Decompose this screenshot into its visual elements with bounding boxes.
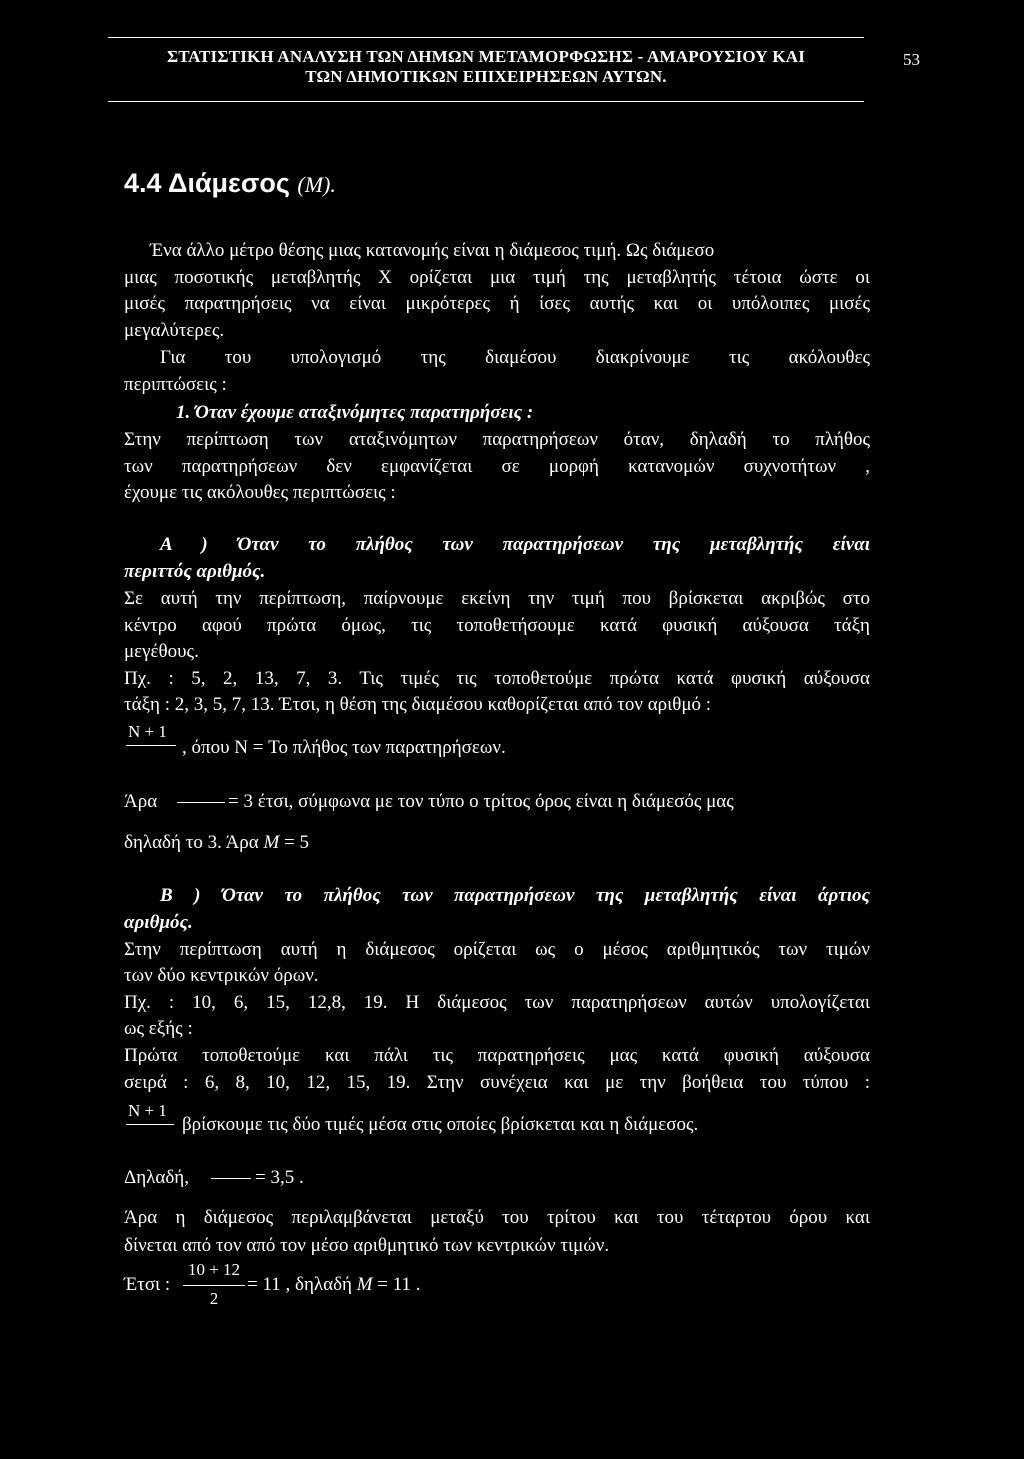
case1-line-1: Στην περίπτωση των αταξινόμητων παρατηρήσεων όταν, δηλαδή το πλήθος [124, 429, 870, 450]
section-title: 4.4 Διάμεσος [124, 168, 290, 198]
header-top-rule [108, 37, 864, 38]
caseA-line-3: μεγέθους. [124, 641, 199, 662]
caseB-line-1: Στην περίπτωση αυτή η διάμεσος ορίζεται ως ο μέσος αριθμητικός των τιμών [124, 939, 870, 960]
caseA-line-4: Πχ. : 5, 2, 13, 7, 3. Τις τιμές τις τοποθετούμε πρώτα κατά φυσική αύξουσα [124, 668, 870, 689]
caseA-fraction-text: , όπου N = Το πλήθος των παρατηρήσεων. [182, 737, 506, 758]
caseB-median-value: = 11 . [377, 1274, 421, 1295]
intro-line-1: Ένα άλλο μέτρο θέσης μιας κατανομής είναι η διάμεσος τιμή. Ως διάμεσο [150, 240, 715, 261]
caseB-etsi-word: Έτσι : [124, 1274, 171, 1295]
caseA-median-symbol: M [263, 832, 280, 853]
caseB-line-5: Πρώτα τοποθετούμε και πάλι τις παρατηρήσεις μας κατά φυσική αύξουσα [124, 1045, 870, 1066]
section-heading [124, 168, 336, 199]
case1-line-3: έχουμε τις ακόλουθες περιπτώσεις : [124, 482, 396, 503]
caseA-ara-fraction-bar [177, 802, 225, 803]
case1-line-2: των παρατηρήσεων δεν εμφανίζεται σε μορφή κατανομών συχνοτήτων , [124, 456, 870, 477]
caseA-conclusion-text: δηλαδή το 3. Άρα [124, 832, 259, 853]
section-symbol: (M). [297, 172, 336, 197]
caseB-heading-1: Β ) Όταν το πλήθος των παρατηρήσεων της μεταβλητής είναι άρτιος [160, 885, 870, 906]
case1-heading: 1. Όταν έχουμε αταξινόμητες παρατηρήσεις : [176, 402, 534, 423]
intro-line-3: μισές παρατηρήσεις να είναι μικρότερες ή ίσες αυτής και οι υπόλοιπες μισές [124, 293, 870, 314]
intro-line-5: Για του υπολογισμό της διαμέσου διακρίνουμε τις ακόλουθες [160, 347, 870, 368]
intro-line-2: μιας ποσοτικής μεταβλητής Χ ορίζεται μια τιμή της μεταβλητής τέτοια ώστε οι [124, 267, 870, 288]
header-bottom-rule [108, 101, 864, 102]
caseA-line-1: Σε αυτή την περίπτωση, παίρνουμε εκείνη την τιμή που βρίσκεται ακριβώς στο [124, 588, 870, 609]
caseA-line-2: κέντρο αφού πρώτα όμως, τις τοποθετήσουμε κατά φυσική αύξουσα τάξη [124, 615, 870, 636]
caseA-fraction-numerator: N + 1 [128, 722, 167, 741]
caseA-ara-text: = 3 έτσι, σύμφωνα με τον τύπο ο τρίτος όρος είναι η διάμεσός μας [228, 791, 734, 812]
caseB-dilady-value: = 3,5 . [255, 1167, 304, 1188]
page-number: 53 [903, 50, 920, 69]
caseB-fraction-text: βρίσκουμε τις δύο τιμές μέσα στις οποίες βρίσκεται και η διάμεσος. [182, 1114, 699, 1135]
caseB-dilady-word: Δηλαδή, [124, 1167, 189, 1188]
caseA-ara-word: Άρα [124, 791, 158, 812]
caseB-etsi-text: = 11 , δηλαδή [247, 1274, 352, 1295]
header-line-2: ΤΩΝ ΔΗΜΟΤΙΚΩΝ ΕΠΙΧΕΙΡΗΣΕΩΝ ΑΥΤΩΝ. [305, 67, 667, 86]
caseA-conclusion [124, 832, 724, 854]
header-line-1: ΣΤΑΤΙΣΤΙΚΗ ΑΝΑΛΥΣΗ ΤΩΝ ΔΗΜΩΝ ΜΕΤΑΜΟΡΦΩΣΗΣ - ΑΜΑΡΟΥΣΙΟΥ ΚΑΙ [166, 47, 806, 66]
intro-line-4: μεγαλύτερες. [124, 320, 225, 341]
caseB-fraction-bar [126, 1124, 174, 1125]
caseB-line-4: ως εξής : [124, 1018, 193, 1039]
caseB-closing-2: δίνεται από τον από τον μέσο αριθμητικό των κεντρικών τιμών. [124, 1235, 610, 1256]
caseA-line-5: τάξη : 2, 3, 5, 7, 13. Έτσι, η θέση της διαμέσου καθορίζεται από τον αριθμό : [124, 694, 712, 715]
caseB-heading-2: αριθμός. [124, 912, 193, 933]
caseB-line-2: των δύο κεντρικών όρων. [124, 965, 319, 986]
caseB-line-3: Πχ. : 10, 6, 15, 12,8, 19. Η διάμεσος των παρατηρήσεων αυτών υπολογίζεται [124, 992, 870, 1013]
caseA-heading-1: Α ) Όταν το πλήθος των παρατηρήσεων της μεταβλητής είναι [160, 534, 870, 555]
caseB-etsi-numerator: 10 + 12 [187, 1260, 241, 1279]
caseA-heading-2: περιττός αριθμός. [124, 561, 266, 582]
caseB-line-6: σειρά : 6, 8, 10, 12, 15, 19. Στην συνέχεια και με την βοήθεια του τύπου : [124, 1072, 870, 1093]
running-header [108, 47, 864, 87]
caseA-median-value: = 5 [284, 832, 309, 853]
caseB-closing-1: Άρα η διάμεσος περιλαμβάνεται μεταξύ του τρίτου και του τέταρτου όρου και [124, 1207, 870, 1228]
caseA-fraction-bar [126, 745, 176, 746]
caseB-etsi-result [247, 1274, 647, 1296]
caseB-dilady-fraction-bar [211, 1178, 251, 1179]
intro-line-6: περιπτώσεις : [124, 374, 227, 395]
caseB-fraction-numerator: N + 1 [128, 1101, 167, 1120]
caseB-etsi-denominator: 2 [209, 1289, 219, 1308]
caseB-median-symbol: M [356, 1274, 373, 1295]
caseB-etsi-fraction-bar [183, 1285, 245, 1286]
